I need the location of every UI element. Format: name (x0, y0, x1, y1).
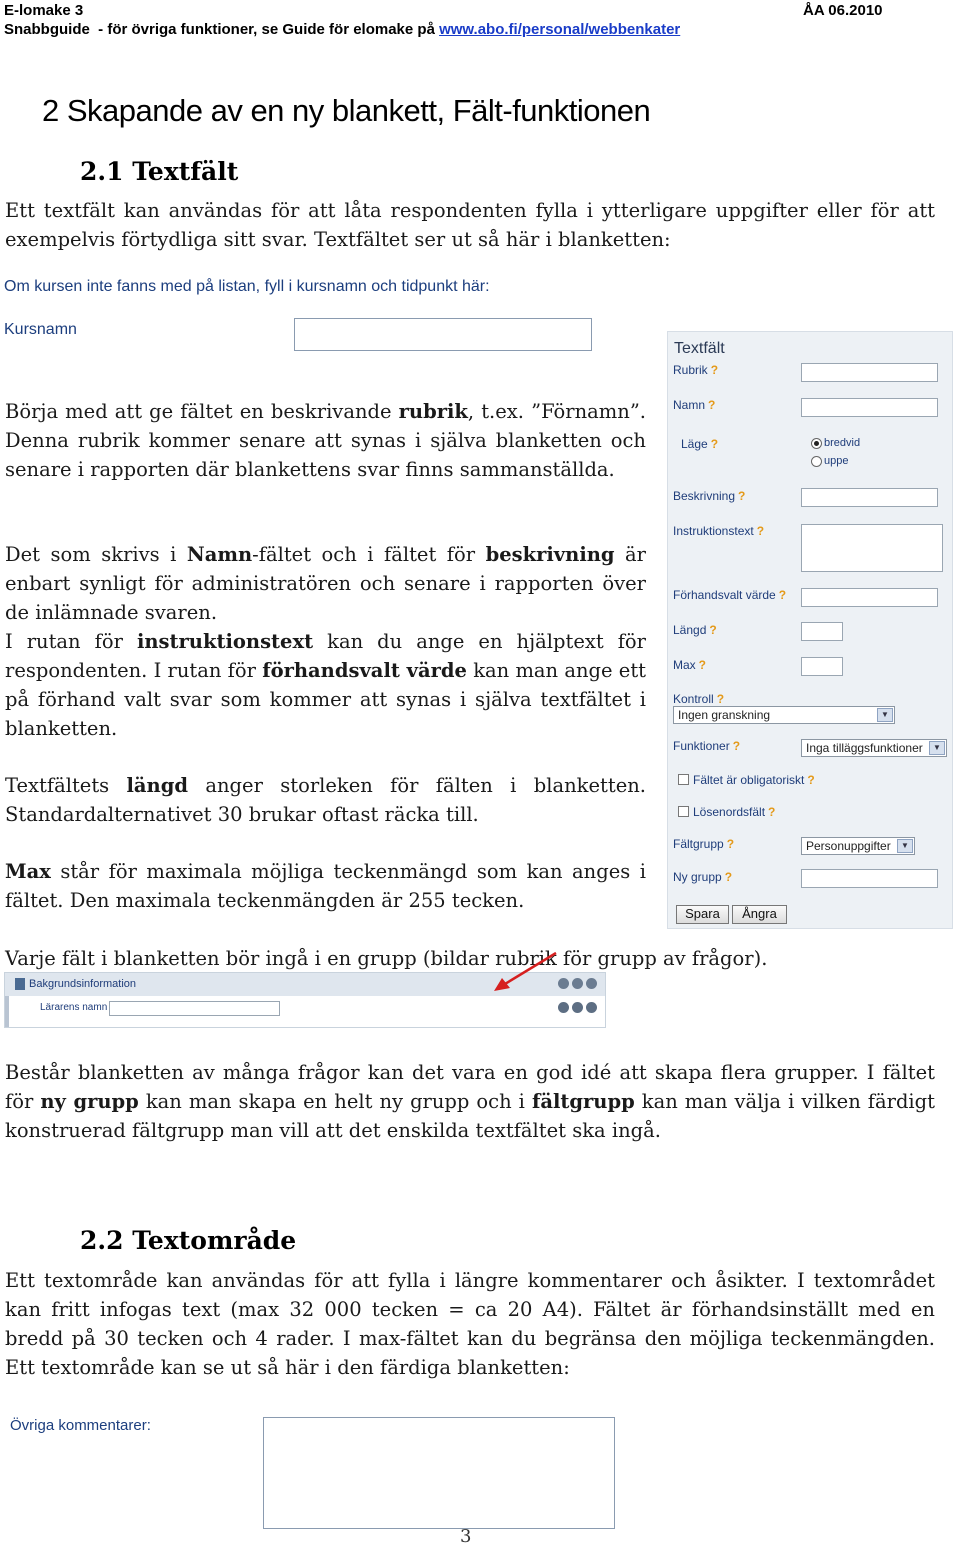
label-text: Funktioner (673, 739, 730, 753)
bold-term-ny-grupp: ny grupp (40, 1090, 139, 1113)
text-run: Textfältets (5, 774, 127, 797)
obligatoriskt-checkbox[interactable] (678, 774, 689, 785)
rubrik-input[interactable] (801, 363, 938, 382)
beskrivning-input[interactable] (801, 488, 938, 507)
text-run: I rutan för (5, 630, 137, 653)
label-text: Fältgrupp (673, 837, 724, 851)
namn-input[interactable] (801, 398, 938, 417)
label-text: Instruktionstext (673, 524, 754, 538)
instruktionstext-textarea[interactable] (801, 524, 943, 572)
text-run: står för maximala möjliga teckenmängd som kan anges i fältet. Den maximala teckenmängden är 255 tecken. (5, 860, 646, 912)
section-heading: 2 Skapande av en ny blankett, Fält-funktionen (42, 93, 651, 128)
text-run: Börja med att ge fältet en beskrivande (5, 400, 399, 423)
text-run: , t.ex. ”Förnamn”. Denna rubrik kommer senare att synas i själva blanketten och senare i rapporten där blankettens svar finns sammanställda. (5, 400, 646, 481)
document-subtitle (4, 21, 680, 38)
label-text: Max (673, 658, 696, 672)
comments-label: Övriga kommentarer: (10, 1417, 151, 1434)
faltgrupp-label (673, 837, 734, 851)
max-paragraph (5, 857, 646, 915)
help-icon[interactable]: ? (710, 437, 719, 451)
lage-bredvid-label: bredvid (824, 437, 861, 449)
help-icon[interactable]: ? (778, 588, 787, 602)
select-value: Personuppgifter (806, 839, 891, 853)
bold-term-faltgrupp: fältgrupp (531, 1090, 635, 1113)
red-arrow-icon (490, 950, 560, 995)
remove-icon[interactable] (572, 978, 583, 989)
label-text: Rubrik (673, 363, 708, 377)
funktioner-label (673, 739, 740, 753)
label-text: Kontroll (673, 692, 714, 706)
rubrik-label (673, 363, 718, 377)
text-run: -fältet och i fältet för (252, 543, 486, 566)
label-text: Förhandsvalt värde (673, 588, 776, 602)
move-icon[interactable] (586, 978, 597, 989)
label-text: Ny grupp (673, 870, 722, 884)
label-text: Längd (673, 623, 707, 637)
panel-title: Textfält (674, 340, 725, 357)
kontroll-select[interactable] (673, 706, 895, 724)
textfalt-settings-panel (667, 331, 953, 929)
text-run: anger storleken för fälten i blanketten. Standardalternativet 30 brukar oftast räcka till. (5, 774, 646, 826)
bold-term-rubrik: rubrik (398, 400, 468, 423)
lage-label (681, 437, 718, 451)
help-icon[interactable]: ? (709, 623, 717, 637)
text-run: kan man välja i vilken färdigt konstruerad fältgrupp man vill att det enskilda textfältet ska ingå. (5, 1090, 935, 1142)
lage-uppe-label: uppe (824, 455, 849, 467)
text-run: Består blanketten av många frågor kan det vara en god idé att skapa flera grupper. I fältet för (5, 1061, 935, 1113)
group-arrow-icon (15, 978, 25, 990)
select-value: Inga tilläggsfunktioner (806, 741, 923, 755)
group-field-input[interactable] (109, 1001, 280, 1016)
losenord-label (693, 805, 775, 819)
kontroll-label (673, 692, 724, 706)
help-icon[interactable]: ? (698, 658, 707, 672)
text-run: Det som skrivs i (5, 543, 187, 566)
bold-term-namn: Namn (186, 543, 253, 566)
forhandsvalt-label (673, 588, 786, 602)
max-input[interactable] (801, 657, 843, 676)
document-date: ÅA 06.2010 (803, 2, 883, 19)
document-title: E-lomake 3 (4, 2, 84, 19)
example-field-label: Kursnamn (4, 321, 77, 338)
group-title: Bakgrundsinformation (29, 978, 137, 990)
grupper-paragraph (5, 1058, 935, 1145)
group-left-border (5, 996, 9, 1027)
funktioner-select[interactable] (801, 739, 947, 757)
chevron-down-icon: ▼ (897, 839, 913, 853)
obligatoriskt-label (693, 773, 815, 787)
help-icon[interactable]: ? (726, 837, 735, 851)
lage-uppe-radio[interactable] (811, 456, 822, 467)
example-question-label: Om kursen inte fanns med på listan, fyll i kursnamn och tidpunkt här: (4, 278, 490, 295)
ny-grupp-input[interactable] (801, 869, 938, 888)
bold-term-beskrivning: beskrivning (485, 543, 615, 566)
label-text: Beskrivning (673, 489, 736, 503)
label-text: Namn (673, 398, 706, 412)
help-icon[interactable]: ? (756, 524, 765, 538)
group-field-label: Lärarens namn (40, 1002, 108, 1013)
example-text-input[interactable] (294, 318, 592, 351)
help-icon[interactable]: ? (708, 398, 716, 412)
chevron-down-icon: ▼ (929, 741, 945, 755)
namn-paragraph (5, 540, 646, 743)
instruktionstext-label (673, 524, 764, 538)
save-button[interactable]: Spara (676, 905, 729, 924)
help-icon[interactable]: ? (710, 363, 719, 377)
help-icon[interactable]: ? (738, 489, 746, 503)
rubrik-paragraph (5, 397, 646, 484)
bold-term-forhandsvalt: förhandsvalt värde (262, 659, 467, 682)
text-run: kan man ange ett på förhand valt svar som kommer att synas i själva textfältet i blanketten. (5, 659, 647, 740)
delete-icon[interactable] (572, 1002, 583, 1013)
label-text: Lösenordsfält (693, 805, 766, 819)
edit-icon[interactable] (558, 1002, 569, 1013)
textomrade-intro: Ett textområde kan användas för att fylla i längre kommentarer och åsikter. I textområdet kan fritt infogas text (max 32 000 tecken = ca 20 A4). Fältet är förhandsinställt med en bredd på 30 tecken och 4 rader. I max-fältet kan du begränsa den möjliga teckenmängden. Ett textområde kan se ut så här i den färdiga blanketten: (5, 1269, 935, 1379)
langd-input[interactable] (801, 622, 843, 641)
beskrivning-label (673, 489, 745, 503)
help-icon[interactable]: ? (716, 692, 725, 706)
namn-label (673, 398, 715, 412)
help-icon[interactable]: ? (732, 739, 741, 753)
page-number: 3 (460, 1526, 472, 1547)
help-icon[interactable]: ? (807, 773, 815, 787)
select-value: Ingen granskning (678, 708, 771, 722)
label-text: Läge (681, 437, 708, 451)
group-paragraph: Varje fält i blanketten bör ingå i en grupp (bildar rubrik för grupp av frågor). (5, 947, 768, 970)
langd-paragraph (5, 771, 646, 829)
label-text: Fältet är obligatoriskt (693, 773, 805, 787)
langd-label (673, 623, 717, 637)
help-icon[interactable]: ? (724, 870, 733, 884)
move-icon[interactable] (586, 1002, 597, 1013)
forhandsvalt-input[interactable] (801, 588, 938, 607)
max-label (673, 658, 706, 672)
text-run: kan du ange en hjälptext för respondenten. I rutan för (5, 630, 646, 682)
ny-grupp-label (673, 870, 732, 884)
bold-term-max: Max (5, 860, 51, 883)
text-run: kan man skapa en helt ny grupp och i (138, 1090, 532, 1113)
losenord-checkbox[interactable] (678, 806, 689, 817)
comments-textarea[interactable] (263, 1417, 615, 1529)
subtitle-text: Snabbguide - för övriga funktioner, se Guide för elomake på (4, 21, 440, 38)
chevron-down-icon: ▼ (877, 708, 893, 722)
bold-term-instruktionstext: instruktionstext (136, 630, 314, 653)
lage-bredvid-radio[interactable] (811, 438, 822, 449)
bold-term-langd: längd (126, 774, 189, 797)
undo-button[interactable]: Ångra (732, 905, 787, 924)
text-run: är enbart synligt för administratören och senare i rapporten över de inlämnade svaren. (5, 543, 646, 624)
subsection-heading-textomrade: 2.2 Textområde (80, 1226, 297, 1255)
subsection-heading-textfalt: 2.1 Textfält (80, 157, 239, 186)
faltgrupp-select[interactable] (801, 837, 915, 855)
help-icon[interactable]: ? (768, 805, 776, 819)
textfalt-intro: Ett textfält kan användas för att låta respondenten fylla i ytterligare uppgifter eller för att exempelvis förtydliga sitt svar. Textfältet ser ut så här i blanketten: (5, 199, 935, 251)
guide-link[interactable]: www.abo.fi/personal/webbenkater (439, 21, 681, 38)
